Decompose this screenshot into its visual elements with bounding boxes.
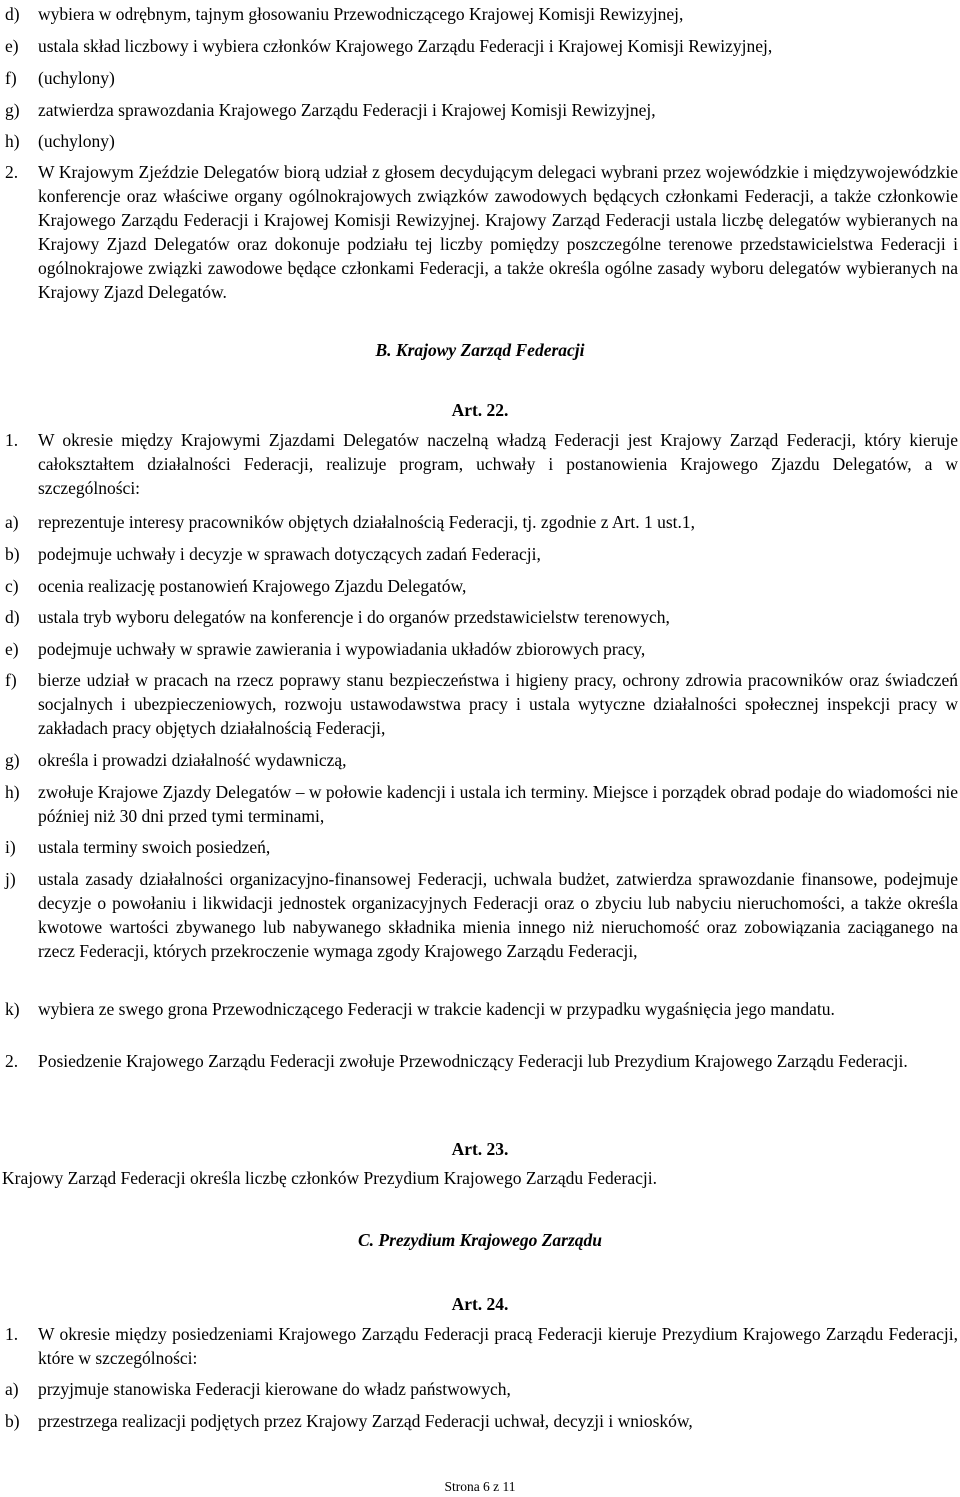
list-item-label: b) [5,544,20,564]
list-item-text: bierze udział w pracach na rzecz poprawy stanu bezpieczeństwa i higieny pracy, ochrony zdrowia pracowników oraz świadczeń socjalnych i ubezpieczeniowych, rozwoju ustawodawstwa pracy i ustala wytyczne działalności społecznej inspekcji pracy w zakładach pracy objętych działalnością Federacji, [38,670,958,738]
list-item-label: e) [5,639,19,659]
list-item-label: e) [5,36,19,56]
list-item-text: ustala terminy swoich posiedzeń, [38,837,271,857]
list-item-label: h) [5,131,20,151]
list-item-text: ustala tryb wyboru delegatów na konferencje i do organów przedstawicielstw terenowych, [38,607,670,627]
section-heading-b: B. Krajowy Zarząd Federacji [375,340,585,360]
list-item-label: f) [5,670,17,690]
paragraph-number: 1. [5,1324,19,1344]
list-item-label: c) [5,576,19,596]
list-item-label: g) [5,750,20,770]
list-item-label: a) [5,512,19,532]
article-heading-24: Art. 24. [451,1294,509,1314]
list-item-label: b) [5,1411,20,1431]
list-item-text: wybiera w odrębnym, tajnym głosowaniu Przewodniczącego Krajowej Komisji Rewizyjnej, [38,4,684,24]
list-item-label: g) [5,100,20,120]
paragraph-number: 2. [5,162,19,182]
article-heading-22: Art. 22. [451,400,509,420]
paragraph-number: 1. [5,430,19,450]
list-item-text: ocenia realizację postanowień Krajowego Zjazdu Delegatów, [38,576,467,596]
list-item-label: h) [5,782,20,802]
article-23-text: Krajowy Zarząd Federacji określa liczbę członków Prezydium Krajowego Zarządu Federacji. [2,1168,657,1188]
list-item-text: wybiera ze swego grona Przewodniczącego Federacji w trakcie kadencji w przypadku wygaśnięcia jego mandatu. [38,999,835,1019]
list-item-text: podejmuje uchwały w sprawie zawierania i wypowiadania układów zbiorowych pracy, [38,639,646,659]
list-item-text: (uchylony) [38,131,115,151]
list-item-label: k) [5,999,20,1019]
list-item-text: zwołuje Krajowe Zjazdy Delegatów – w połowie kadencji i ustala ich terminy. Miejsce i porządek obrad podaje do wiadomości nie później niż 30 dni przed tymi terminami, [38,782,958,826]
list-item-label: d) [5,4,20,24]
paragraph-text: W Krajowym Zjeździe Delegatów biorą udział z głosem decydującym delegaci wybrani przez wojewódzkie i międzywojewódzkie konferencje oraz właściwe organy ogólnokrajowych związków zawodowych będących członkami Federacji, a także członkowie Krajowego Zarządu Federacji i Krajowej Komisji Rewizyjnej. Krajowy Zarząd Federacji ustala liczbę delegatów wybieranych na Krajowy Zjazd Delegatów oraz dokonuje podziału tej liczby pomiędzy poszczególne terenowe przedstawicielstwa Federacji i ogólnokrajowe związki zawodowe będące członkami Federacji, a także określa ogólne zasady wyboru delegatów wybieranych na Krajowy Zjazd Delegatów. [38,162,958,302]
list-item-label: a) [5,1379,19,1399]
list-item-label: i) [5,837,16,857]
article-heading-23: Art. 23. [451,1139,509,1159]
list-item-label: f) [5,68,17,88]
list-item-text: zatwierdza sprawozdania Krajowego Zarządu Federacji i Krajowej Komisji Rewizyjnej, [38,100,656,120]
list-item-text: przyjmuje stanowiska Federacji kierowane do władz państwowych, [38,1379,511,1399]
list-item-text: (uchylony) [38,68,115,88]
list-item-text: przestrzega realizacji podjętych przez Krajowy Zarząd Federacji uchwał, decyzji i wniosków, [38,1411,693,1431]
list-item-text: ustala skład liczbowy i wybiera członków Krajowego Zarządu Federacji i Krajowej Komisji Rewizyjnej, [38,36,773,56]
list-item-text: ustala zasady działalności organizacyjno-finansowej Federacji, uchwala budżet, zatwierdza sprawozdanie finansowe, podejmuje decyzje o powołaniu i likwidacji jednostek organizacyjnych Federacji oraz o zbyciu lub nabyciu nieruchomości, a także określa kwotowe wartości zbywanego lub nabywanego składnika mienia innego niż nieruchomość oraz zobowiązania zaciąganego na rzecz Federacji, których przekroczenie wymaga zgody Krajowego Zarządu Federacji, [38,869,958,961]
list-item-text: określa i prowadzi działalność wydawniczą, [38,750,347,770]
list-item-label: j) [5,869,16,889]
paragraph-text: Posiedzenie Krajowego Zarządu Federacji zwołuje Przewodniczący Federacji lub Prezydium Krajowego Zarządu Federacji. [38,1051,908,1071]
paragraph-number: 2. [5,1051,19,1071]
list-item-text: podejmuje uchwały i decyzje w sprawach dotyczących zadań Federacji, [38,544,541,564]
page-number-footer: Strona 6 z 11 [444,1479,516,1494]
list-item-label: d) [5,607,20,627]
paragraph-text: W okresie między posiedzeniami Krajowego Zarządu Federacji pracą Federacji kieruje Prezydium Krajowego Zarządu Federacji, które w szczególności: [38,1324,958,1368]
section-heading-c: C. Prezydium Krajowego Zarządu [357,1230,603,1250]
list-item-text: reprezentuje interesy pracowników objętych działalnością Federacji, tj. zgodnie z Art. 1 ust.1, [38,512,695,532]
paragraph-text: W okresie między Krajowymi Zjazdami Delegatów naczelną władzą Federacji jest Krajowy Zarząd Federacji, który kieruje całokształtem działalności Federacji, realizuje program, uchwały i postanowienia Krajowego Zjazdu Delegatów, a w szczególności: [38,430,958,498]
